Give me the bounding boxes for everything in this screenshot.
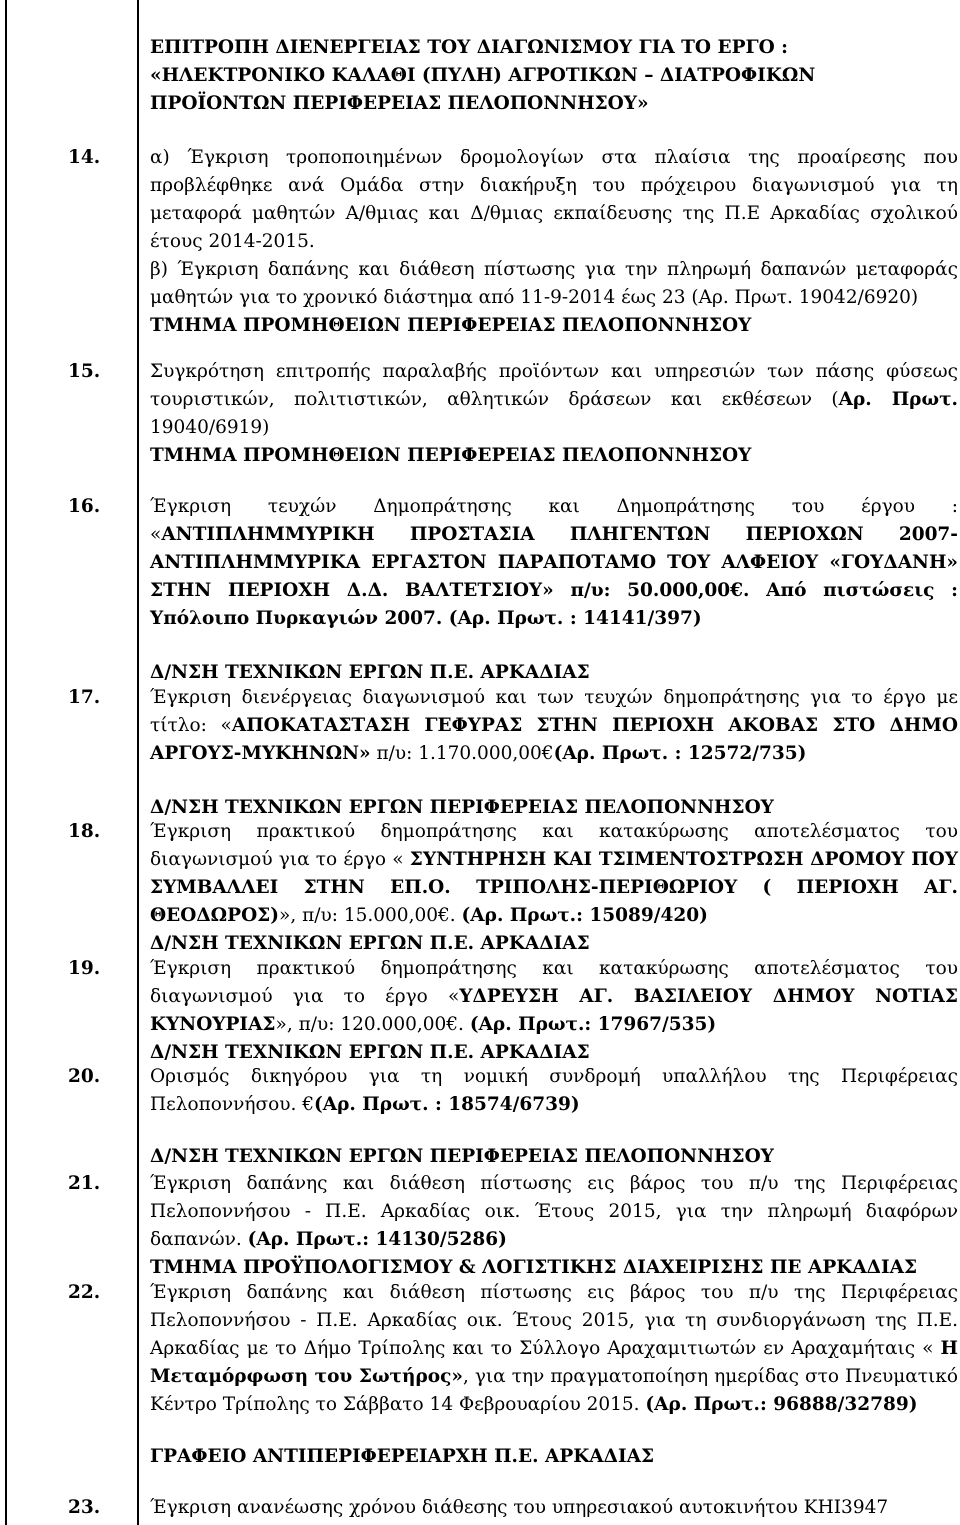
department-label: ΤΜΗΜΑ ΠΡΟΜΗΘΕΙΩΝ ΠΕΡΙΦΕΡΕΙΑΣ ΠΕΛΟΠΟΝΝΗΣΟΥ	[150, 445, 752, 466]
item-number: 21.	[68, 1173, 101, 1194]
item-text: Έγκριση ανανέωσης χρόνου διάθεσης του υπηρεσιακού αυτοκινήτου ΚΗΙ3947	[150, 1497, 889, 1518]
item-number: 20.	[68, 1066, 101, 1087]
project-title: ΣΥΝΤΗΡΗΣΗ ΚΑΙ ΤΣΙΜΕΝΤΟΣΤΡΩΣΗ ΔΡΟΜΟΥ ΠΟΥ ΣΥΜΒΑΛΛΕΙ ΣΤΗΝ ΕΠ.Ο. ΤΡΙΠΟΛΗΣ-ΠΕΡΙΘΩΡΙΟΥ ( ΠΕΡΙΟΧΗ ΑΓ. ΘΕΟΔΩΡΟΣ)	[150, 849, 959, 926]
item-number: 19.	[68, 958, 101, 979]
protocol-number: 19040/6919)	[150, 417, 270, 438]
item-text-b: β) Έγκριση δαπάνης και διάθεση πίστωσης για την πληρωμή δαπανών μεταφοράς μαθητών για το χρονικό διάστημα από 11-9-2014 έως 23 (Αρ. Πρωτ. 19042/6920)	[150, 259, 958, 308]
protocol-ref: (Αρ. Πρωτ.: 14130/5286)	[247, 1229, 507, 1250]
item-text: Συγκρότηση επιτροπής παραλαβής προϊόντων και υπηρεσιών των πάσης φύσεως τουριστικών, πολιτιστικών, αθλητικών δράσεων και εκθέσεων (	[150, 361, 958, 410]
item-number: 14.	[68, 147, 101, 168]
item-text: Έγκριση διενέργειας διαγωνισμού και των τευχών δημοπράτησης για το έργο με τίτλο: «	[150, 687, 958, 736]
budget: π/υ: 1.170.000,00€	[370, 743, 554, 764]
event-title: Η Μεταμόρφωση του Σωτήρος»	[150, 1338, 958, 1387]
project-title: ΑΝΤΙΠΛΗΜΜΥΡΙΚΗ ΠΡΟΣΤΑΣΙΑ ΠΛΗΓΕΝΤΩΝ ΠΕΡΙΟΧΩΝ 2007- ΑΝΤΙΠΛΗΜΜΥΡΙΚΑ ΕΡΓΑΣΤΟΝ ΠΑΡΑΠΟΤΑΜΟ ΤΟΥ ΑΛΦΕΙΟΥ «ΓΟΥΔΑΝΗ» ΣΤΗΝ ΠΕΡΙΟΧΗ Δ.Δ. ΒΑΛΤΕΤΣΙΟΥ» π/υ: 50.000,00€. Από πιστώσεις : Υπόλοιπο Πυρκαγιών 2007. (Αρ. Πρωτ. : 14141/397)	[150, 524, 958, 629]
header-text: ΕΠΙΤΡΟΠΗ ΔΙΕΝΕΡΓΕΙΑΣ ΤΟΥ ΔΙΑΓΩΝΙΣΜΟΥ ΓΙΑ ΤΟ ΕΡΓΟ : «ΗΛΕΚΤΡΟΝΙΚΟ ΚΑΛΑΘΙ (ΠΥΛΗ) ΑΓΡΟΤΙΚΩΝ – ΔΙΑΤΡΟΦΙΚΩΝ ΠΡΟΪΟΝΤΩΝ ΠΕΡΙΦΕΡΕΙΑΣ ΠΕΛΟΠΟΝΝΗΣΟΥ»	[150, 37, 816, 114]
item-text: Ορισμός δικηγόρου για τη νομική συνδρομή υπαλλήλου της Περιφέρειας Πελοποννήσου. €	[150, 1066, 958, 1115]
department-label: Δ/ΝΣΗ ΤΕΧΝΙΚΩΝ ΕΡΓΩΝ Π.Ε. ΑΡΚΑΔΙΑΣ	[150, 662, 590, 683]
item-number: 15.	[68, 361, 101, 382]
budget: », π/υ: 120.000,00€.	[275, 1014, 470, 1035]
item-number: 18.	[68, 821, 101, 842]
protocol-ref: (Αρ. Πρωτ. : 12572/735)	[553, 743, 807, 764]
item-text-a: α) Έγκριση τροποποιημένων δρομολογίων στα πλαίσια της προαίρεσης που προβλέφθηκε ανά Ομάδα στην διακήρυξη του πρόχειρου διαγωνισμού για τη μεταφορά μαθητών Α/θμιας και Δ/θμιας εκπαίδευσης της Π.Ε Αρκαδίας σχολικού έτους 2014-2015.	[150, 147, 958, 252]
item-number: 23.	[68, 1497, 101, 1518]
item-text: Έγκριση τευχών Δημοπράτησης και Δημοπράτησης του έργου : «	[150, 496, 958, 545]
protocol-ref: (Αρ. Πρωτ.: 17967/535)	[469, 1014, 717, 1035]
department-label: ΤΜΗΜΑ ΠΡΟΜΗΘΕΙΩΝ ΠΕΡΙΦΕΡΕΙΑΣ ΠΕΛΟΠΟΝΝΗΣΟΥ	[150, 315, 752, 336]
item-text: Έγκριση δαπάνης και διάθεση πίστωσης εις βάρος του π/υ της Περιφέρειας Πελοποννήσου - Π.Ε. Αρκαδίας οικ. Έτους 2015, για την πληρωμή διαφόρων δαπανών.	[150, 1173, 958, 1250]
department-label: ΤΜΗΜΑ ΠΡΟΫΠΟΛΟΓΙΣΜΟΥ & ΛΟΓΙΣΤΙΚΗΣ ΔΙΑΧΕΙΡΙΣΗΣ ΠΕ ΑΡΚΑΔΙΑΣ	[150, 1257, 918, 1278]
protocol-ref: (Αρ. Πρωτ.: 96888/32789)	[645, 1394, 918, 1415]
project-title: ΥΔΡΕΥΣΗ ΑΓ. ΒΑΣΙΛΕΙΟΥ ΔΗΜΟΥ ΝΟΤΙΑΣ ΚΥΝΟΥΡΙΑΣ	[150, 986, 958, 1035]
protocol-ref: (Αρ. Πρωτ. : 18574/6739)	[314, 1094, 580, 1115]
department-label: Δ/ΝΣΗ ΤΕΧΝΙΚΩΝ ΕΡΓΩΝ Π.Ε. ΑΡΚΑΔΙΑΣ	[150, 933, 590, 954]
item-text: Έγκριση πρακτικού δημοπράτησης και κατακύρωσης αποτελέσματος του διαγωνισμού για το έργο «	[150, 821, 958, 870]
budget: », π/υ: 15.000,00€.	[279, 905, 462, 926]
item-number: 17.	[68, 687, 101, 708]
project-title: ΑΠΟΚΑΤΑΣΤΑΣΗ ΓΕΦΥΡΑΣ ΣΤΗΝ ΠΕΡΙΟΧΗ ΑΚΟΒΑΣ ΣΤΟ ΔΗΜΟ ΑΡΓΟΥΣ-ΜΥΚΗΝΩΝ»	[150, 715, 958, 764]
department-label: Δ/ΝΣΗ ΤΕΧΝΙΚΩΝ ΕΡΓΩΝ ΠΕΡΙΦΕΡΕΙΑΣ ΠΕΛΟΠΟΝΝΗΣΟΥ	[150, 797, 774, 818]
item-text-cont: , για την πραγματοποίηση ημερίδας στο Πνευματικό Κέντρο Τρίπολης το Σάββατο 14 Φεβρουαρίου 2015.	[150, 1366, 958, 1415]
department-label: Δ/ΝΣΗ ΤΕΧΝΙΚΩΝ ΕΡΓΩΝ ΠΕΡΙΦΕΡΕΙΑΣ ΠΕΛΟΠΟΝΝΗΣΟΥ	[150, 1146, 774, 1167]
item-text: Έγκριση δαπάνης και διάθεση πίστωσης εις βάρος του π/υ της Περιφέρειας Πελοποννήσου - Π.Ε. Αρκαδίας οικ. Έτους 2015, για τη συνδιοργάνωση της Π.Ε. Αρκαδίας με το Δήμο Τρίπολης και το Σύλλογο Αραχαμιτιωτών εν Αραχαμήταις «	[150, 1282, 958, 1359]
item-number: 16.	[68, 496, 101, 517]
item-text: Έγκριση πρακτικού δημοπράτησης και κατακύρωσης αποτελέσματος του διαγωνισμού για το έργο «	[150, 958, 958, 1007]
department-label: ΓΡΑΦΕΙΟ ΑΝΤΙΠΕΡΙΦΕΡΕΙΑΡΧΗ Π.Ε. ΑΡΚΑΔΙΑΣ	[150, 1446, 655, 1467]
protocol-ref: (Αρ. Πρωτ.: 15089/420)	[461, 905, 708, 926]
department-label: Δ/ΝΣΗ ΤΕΧΝΙΚΩΝ ΕΡΓΩΝ Π.Ε. ΑΡΚΑΔΙΑΣ	[150, 1042, 590, 1063]
column-divider-line	[137, 0, 139, 1525]
item-number: 22.	[68, 1282, 101, 1303]
left-margin-line	[5, 0, 7, 1525]
protocol-label: Αρ. Πρωτ.	[838, 389, 958, 410]
